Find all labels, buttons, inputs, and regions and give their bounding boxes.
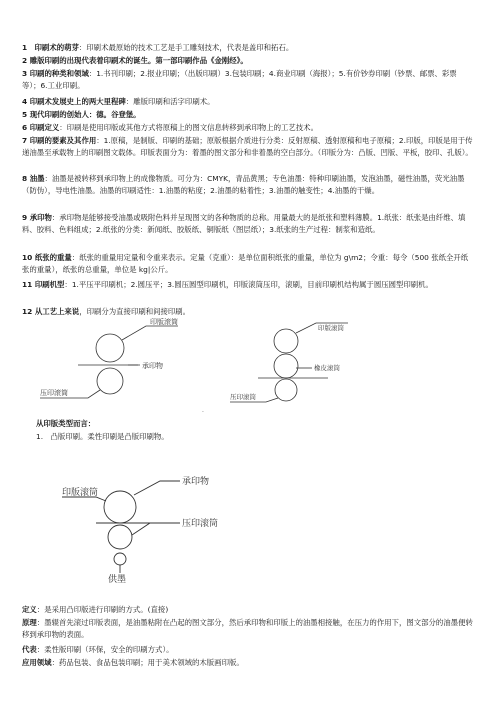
plate-cylinder-circle [96,334,124,362]
impression-cylinder-label: 压印滚筒 [230,393,256,401]
item-6: 6 印刷定义：印刷是使用印版或其他方式将原稿上的图文信息转移到承印物上的工艺技术。 [22,123,318,132]
blanket-cylinder-label: 橡皮滚筒 [314,364,340,372]
impression-cylinder-circle [97,368,123,394]
item-3: 3 印刷的种类和领域：1.书刊印刷；2.报业印刷；（出版印刷）3.包装印刷；4.商业印刷（海报）；5.有价钞券印刷（钞票、邮票、彩票等）；6.工业印刷。 [22,69,457,90]
item-8: 8 油墨：油墨是被转移到承印物上的成像物质。可分为：CMYK，青品黄黑；专色油墨：特种印刷油墨，发泡油墨，磁性油墨，荧光油墨（防伪），导电性油墨。油墨的印刷适性：1.油墨的粘度；2.油墨的粘着性；3.油墨的触变性；4.油墨的干燥。 [22,174,465,195]
item-10: 10 纸张的重量：纸张的重量用定量和令重来表示。定量（克重）：是单位面积纸张的重量，单位为 g\m2；令重：每令（500 张纸全开纸张的重量），纸张的总重量，单位是 kg|公斤。 [22,253,469,274]
item-1: 1 印刷术的萌芽：印刷术最原始的技术工艺是手工雕刻技术，代表是盖印和拓石。 [22,43,294,52]
def-representative: 代表：柔性版印刷（环保，安全的印刷方式）。 [22,645,174,654]
item-2: 2 雕版印刷的出现代表着印刷术的诞生。第一部印刷作品《金刚经》。 [22,56,248,65]
blanket-cylinder-circle [274,354,298,378]
plate-leader [122,326,178,340]
plate-cylinder-circle [104,491,136,523]
ink-feed-label: 供墨 [108,575,127,583]
section-item-1: 1. 凸版印刷。柔性印刷是凸版印刷物。 [36,432,169,441]
item-9: 9 承印物：承印物是能够接受油墨或吸附色料并呈现图文的各种物质的总称。用量最大的是纸张和塑料薄膜。1.纸张：纸张是由纤维、填料、胶料、色料组成；2.纸张的分类：新闻纸、胶版纸、铜版纸（图层纸）；3.纸张的生产过程：制浆和造纸。 [22,213,466,234]
direct-printing-diagram [38,318,238,410]
item-11: 11 印刷机型：1.平压平印刷机；2.圆压平；3.圆压圆型印刷机，印版滚筒压印，滚刷，目前印刷机结构属于圆压圆型印刷机。 [22,280,433,289]
section-title: 从印版类型而言： [36,419,96,428]
def-application: 应用领域：药品包装、食品包装印刷；用于美术领域的木版画印版。 [22,658,244,667]
def-definition: 定义：是采用凸印版进行印刷的方式。(直接) [22,605,169,614]
indirect-printing-diagram [228,318,378,410]
impression-cylinder-circle [275,379,297,401]
letterpress-diagram [60,473,250,583]
item-5: 5 现代印刷的创始人：德。谷登堡。 [22,110,141,119]
plate-cylinder-label: 印版滚筒 [318,324,344,332]
ink-roller-circle [114,553,126,565]
impression-cylinder-label: 压印滚筒 [182,519,219,529]
impression-leader [132,523,180,535]
plate-cylinder-label: 印版滚筒 [150,318,178,326]
plate-cylinder-label: 印版滚筒 [62,488,99,498]
impression-cylinder-label: 压印滚筒 [40,389,68,397]
impression-cylinder-circle [108,525,132,549]
substrate-label: 承印物 [142,362,163,370]
substrate-label: 承印物 [182,477,210,487]
item-12: 12 从工艺上来说，印刷分为直接印刷和间接印刷。 [22,307,191,316]
item-7: 7 印刷的要素及其作用：1.原稿，是制版、印刷的基础；原版根据介质进行分类：反射原稿、透射原稿和电子原稿；2.印版，印版是用于传递油墨至承载物上的印刷图文载体。印版表面分为：着墨的图文部分和非着墨的空白部分。（印版分为：凸版、凹版、平板，胶印、孔版）。 [22,136,473,157]
item-4: 4 印刷术发展史上的两大里程碑：雕版印刷和活字印刷术。 [22,97,215,106]
substrate-leader [134,481,180,495]
plate-cylinder-circle [274,329,298,353]
stray-dot: . [202,407,204,414]
def-principle: 原理：墨辊首先滚过印版表面，是油墨粘附在凸起的图文部分，然后承印物和印版上的油墨相接触，在压力的作用下，图文部分的油墨便转移到承印物的表面。 [22,618,473,639]
